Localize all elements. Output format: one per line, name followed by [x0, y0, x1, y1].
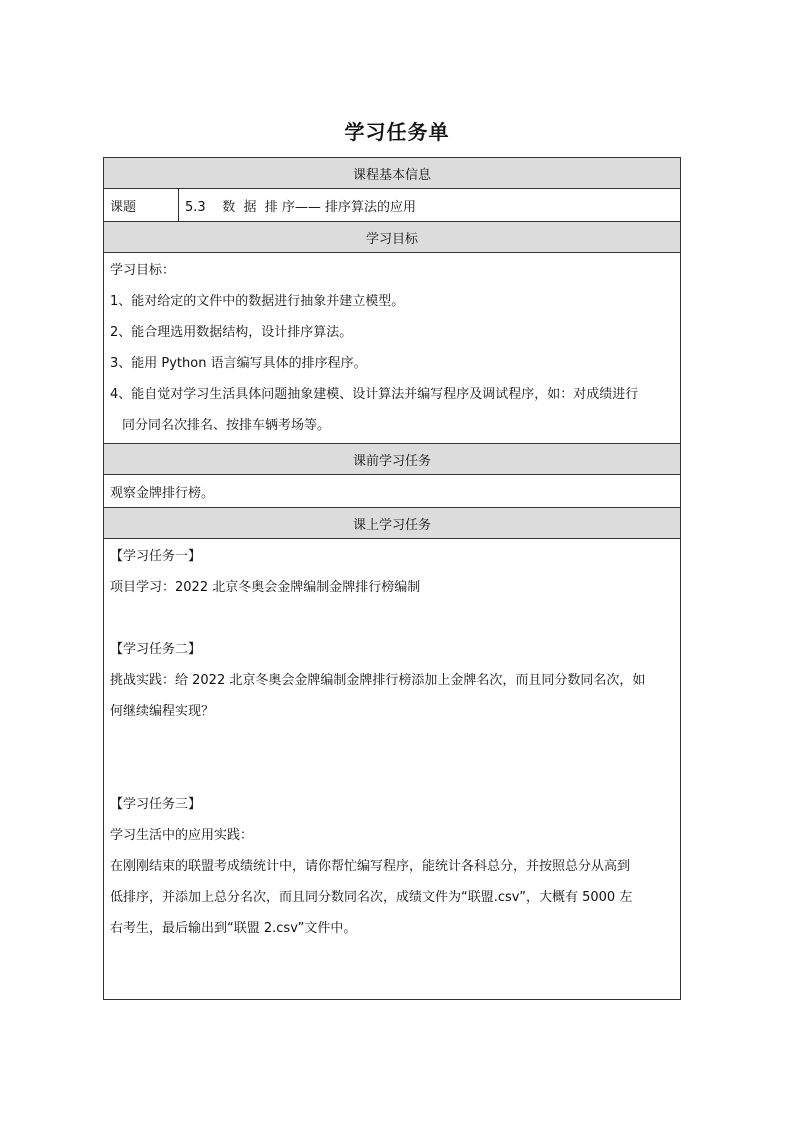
task3-line-1: 在刚刚结束的联盟考成绩统计中，请你帮忙编写程序，能统计各科总分，并按照总分从高到 [110, 859, 631, 874]
objective-item-4-continued: 同分同名次排名、按排车辆考场等。 [122, 418, 331, 433]
task2-title: 【学习任务二】 [110, 642, 202, 657]
spacer [110, 758, 674, 789]
task3-line-2: 低排序，并添加上总分名次，而且同分数同名次，成绩文件为“联盟.csv”，大概有 5000 左 [110, 890, 633, 905]
objectives-header: 学习目标 [104, 222, 681, 253]
objective-item-2: 2、能合理选用数据结构，设计排序算法。 [110, 325, 353, 340]
spacer [110, 727, 674, 758]
task2-line-2: 何继续编程实现？ [110, 704, 215, 719]
task3-title: 【学习任务三】 [110, 797, 202, 812]
objectives-row [104, 253, 681, 444]
topic-label: 课题 [104, 189, 179, 222]
task2-line-1: 挑战实践：给 2022 北京冬奥会金牌编制金牌排行榜添加上金牌名次，而且同分数同名次，如 [110, 673, 646, 688]
task3-line-3: 右考生，最后输出到“联盟 2.csv”文件中。 [110, 921, 357, 936]
objective-item-3: 3、能用 Python 语言编写具体的排序程序。 [110, 356, 367, 371]
in-class-header-row [104, 508, 681, 539]
pre-class-header-row [104, 444, 681, 475]
task-sheet-table [103, 157, 681, 1000]
task1-body: 项目学习：2022 北京冬奥会金牌编制金牌排行榜编制 [110, 580, 421, 595]
basic-info-header: 课程基本信息 [104, 158, 681, 189]
topic-value [179, 189, 681, 222]
objective-item-4: 4、能自觉对学习生活具体问题抽象建模、设计算法并编写程序及调试程序，如：对成绩进行 [110, 387, 639, 402]
pre-class-row [104, 475, 681, 508]
spacer [110, 603, 674, 634]
pre-class-content: 观察金牌排行榜。 [104, 475, 681, 508]
in-class-header: 课上学习任务 [104, 508, 681, 539]
basic-info-header-row [104, 158, 681, 189]
task3-intro: 学习生活中的应用实践： [110, 828, 254, 843]
in-class-content [104, 539, 681, 1000]
objectives-header-row [104, 222, 681, 253]
document-title: 学习任务单 [344, 120, 450, 144]
in-class-row [104, 539, 681, 1000]
objectives-intro: 学习目标： [110, 263, 176, 278]
topic-row [104, 189, 681, 222]
objective-item-1: 1、能对给定的文件中的数据进行抽象并建立模型。 [110, 294, 405, 309]
pre-class-header: 课前学习任务 [104, 444, 681, 475]
task1-title: 【学习任务一】 [110, 549, 202, 564]
objectives-content [104, 253, 681, 444]
topic-value-text: 5.3 数 据 排 序—— 排序算法的应用 [185, 199, 416, 215]
